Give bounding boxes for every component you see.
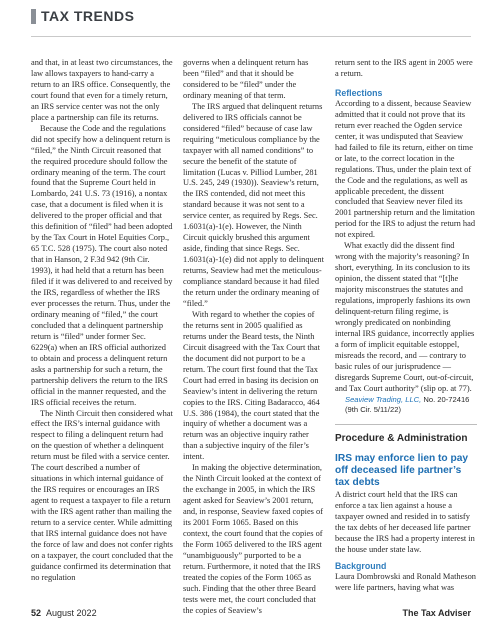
page-number: 52	[31, 608, 42, 618]
case-citation-detail: No. 20-72416 (9th Cir. 5/11/22)	[345, 394, 470, 414]
paragraph: The Ninth Circuit then considered what effect the IRS’s internal guidance with respect to filing a delinquent return had on the question of whether a delinquent return must be filed with a service center. The court described a number of situations in which internal guidance of the IRS requires or encourages an IRS agent to request a taxpayer to file a return with the IRS agent rather than mailing the return to a service center. While admitting that IRS internal guidance does not have the force of law and does not confer rights on a taxpayer, the court concluded that the guidance confirmed its determination that no regulation	[31, 408, 173, 582]
article-summary: A district court held that the IRS can enforce a tax lien against a house a taxpayer owned and resided in to satisfy the tax debts of her deceased life partner because the IRS had a property interest in the house under state law.	[335, 490, 475, 555]
header-accent-bar	[31, 9, 36, 24]
case-citation-link[interactable]: Seaview Trading, LLC,	[345, 394, 422, 404]
page-header	[0, 0, 487, 46]
column-2	[183, 58, 325, 615]
section-heading: Procedure & Administration	[335, 433, 468, 445]
case-citation	[335, 395, 477, 415]
paragraph: Laura Dombrowski and Ronald Matheson were life partners, having what was	[335, 572, 476, 593]
column-1	[31, 58, 173, 582]
page-footer-left	[31, 608, 97, 618]
section-title: TAX TRENDS	[41, 8, 135, 24]
paragraph: return sent to the IRS agent in 2005 were a return.	[335, 58, 473, 78]
publication-name: The Tax Adviser	[402, 608, 471, 618]
background-heading: Background	[335, 561, 387, 572]
paragraph: What exactly did the dissent find wrong with the majority’s reasoning? In short, everything. In its conclusion to its opinion, the dissent stated that “[t]he majority misconstrues the statutes and regulations, improperly fashions its own delinquent-return filing regime, is wrongly predicated on nonbinding internal IRS guidance, incorrectly applies a form of implicit equitable estoppel, misreads the record, and — contrary to basic rules of our jurisprudence — disregards Supreme Court, out-of-circuit, and Tax Court authority” (slip op. at 77).	[335, 241, 475, 393]
paragraph: In making the objective determination, the Ninth Circuit looked at the context of the exchange in 2005, in which the IRS agent asked for Seaview’s 2001 return, and, in response, Seaview faxed copies of its 2001 Form 1065. Based on this context, the court found that the copies of the Form 1065 delivered to the IRS agent “unambiguously” purported to be a return. Furthermore, it noted that the IRS treated the copies of the Form 1065 as such. Finding that the other three Beard tests were met, the court concluded that the copies of Seaview’s	[183, 463, 324, 615]
paragraph: Because the Code and the regulations did not specify how a delinquent return is “filed,” the Ninth Circuit reasoned that the required procedure should follow the ordinary meaning of the term. The court found that the Supreme Court held in Lombardo, 241 U.S. 73 (1916), a nontax case, that a document is filed when it is delivered to the proper official and that this definition of “filed” had been adopted by the Tax Court in Hotel Equities Corp., 65 T.C. 528 (1975). The court also noted that in Hanson, 2 F.3d 942 (9th Cir. 1993), it had held that a return has been filed if it was delivered to and received by the IRS, regardless of whether the IRS ever processes the return. Thus, under the ordinary meaning of “filed,” the court concluded that a delinquent partnership return is “filed” under former Sec. 6229(a) when an IRS official authorized to obtain and process a delinquent return asks a partnership for such a return, the partnership delivers the return to the IRS official in the manner requested, and the IRS official receives the return.	[31, 123, 173, 407]
column-3	[335, 58, 477, 593]
reflections-heading: Reflections	[335, 87, 383, 98]
paragraph: The IRS argued that delinquent returns delivered to IRS officials cannot be considered “filed” because of case law requiring “meticulous compliance by the taxpayer with all named conditions” to secure the benefit of the statute of limitation (Lucas v. Pilliod Lumber, 281 U.S. 245, 249 (1930)). Seaview’s return, the IRS contended, did not meet this standard because it was not sent to a service center, as required by Regs. Sec. 1.6031(a)-1(e). However, the Ninth Circuit quickly brushed this argument aside, finding that since Regs. Sec. 1.6031(a)-1(e) did not apply to delinquent returns, Seaview had met the meticulous-compliance standard because it had filed the return under the ordinary meaning of “filed.”	[183, 101, 324, 308]
header-divider	[31, 36, 471, 37]
paragraph: and that, in at least two circumstances, the law allows taxpayers to hand-carry a return to an IRS office. Consequently, the court found that even for a timely return, an IRS service center was not the only place a partnership can file its returns.	[31, 58, 173, 122]
paragraph: According to a dissent, because Seaview admitted that it could not prove that its return ever reached the Ogden service center, it was undisputed that Seaview had failed to file its return, either on time or late, to the correct location in the regulations. Thus, under the plain text of the Code and the regulations, as well as applicable precedent, the dissent concluded that Seaview never filed its 2001 partnership return and the limitation period for the IRS to adjust the return had not expired.	[335, 98, 476, 240]
issue-date: August 2022	[46, 608, 97, 618]
article-headline: IRS may enforce lien to pay off deceased life partner’s tax debts	[335, 453, 469, 488]
section-divider	[335, 424, 477, 425]
paragraph: governs when a delinquent return has been “filed” and that it should be considered to be “filed” under the ordinary meaning of that term.	[183, 58, 309, 100]
paragraph: With regard to whether the copies of the returns sent in 2005 qualified as returns under the Beard tests, the Ninth Circuit disagreed with the Tax Court that the document did not purport to be a return. The court first found that the Tax Court had erred in basing its decision on Seaview’s intent in delivering the return copies to the IRS. Citing Badaracco, 464 U.S. 386 (1984), the court stated that the inquiry of whether a document was a return was an objective inquiry rather than a subjective inquiry of the filer’s intent.	[183, 309, 320, 462]
